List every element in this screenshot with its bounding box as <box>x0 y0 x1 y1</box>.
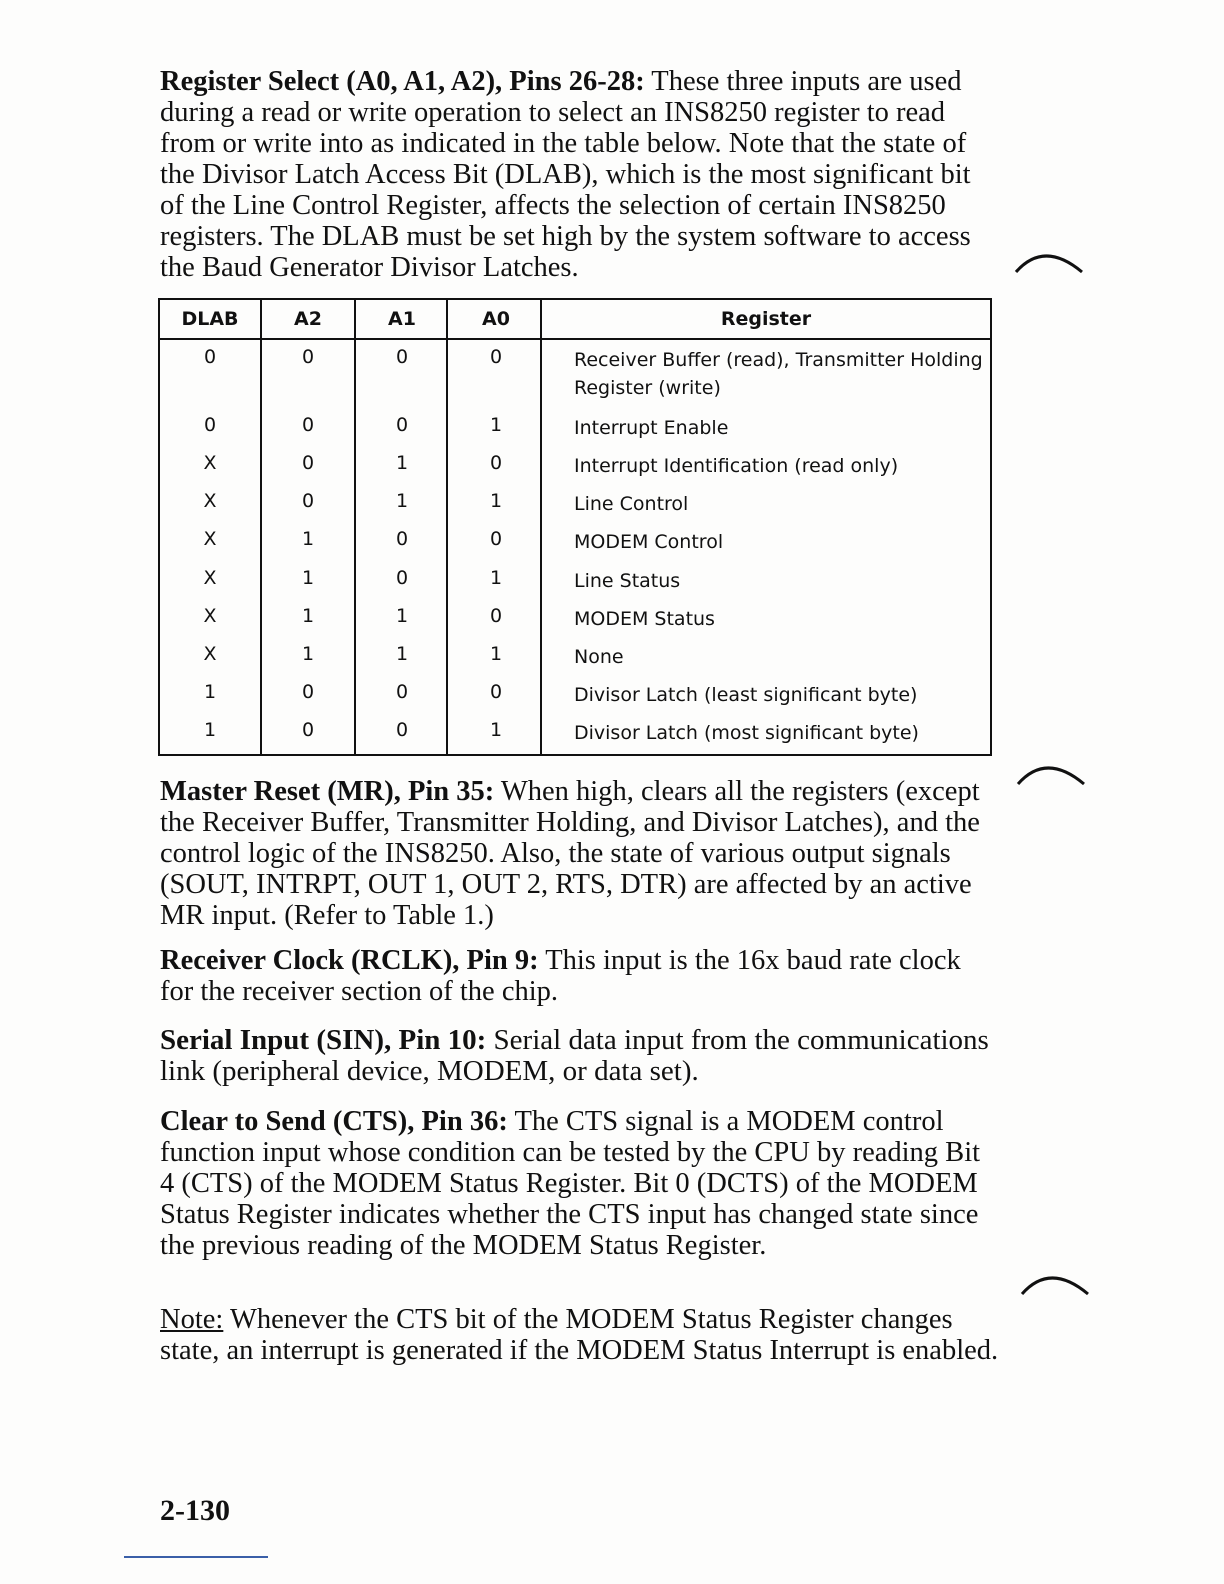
header-a1: A1 <box>388 308 416 330</box>
page-number: 2-130 <box>160 1494 230 1527</box>
header-dlab: DLAB <box>181 308 239 330</box>
note-text: Whenever the CTS bit of the MODEM Status Register changes state, an interrupt is generated if the MODEM Status Interrupt is enabled. <box>160 1304 999 1366</box>
serial-input-heading: Serial Input (SIN), Pin 10: <box>160 1024 487 1056</box>
cell-a0: 0 <box>489 681 503 703</box>
binder-tab-mark-icon <box>1014 246 1084 276</box>
table-row <box>160 605 990 643</box>
cell-dlab: 1 <box>203 719 217 741</box>
cell-a2: 0 <box>301 346 315 368</box>
cell-a0: 0 <box>489 346 503 368</box>
header-register: Register <box>720 308 812 330</box>
cell-a2: 0 <box>301 681 315 703</box>
register-select-text: These three inputs are used during a read or write operation to select an INS8250 register to read from or write into as indicated in the table below. Note that the state of the Divisor Latch Access Bit (DLAB), which is the most significant bit of the Line Control Register, affects the selection of certain INS8250 registers. The DLAB must be set high by the system software to access the Baud Generator Divisor Latches. <box>160 66 971 283</box>
cell-a1: 0 <box>395 719 409 741</box>
master-reset-text: When high, clears all the registers (except the Receiver Buffer, Transmitter Holding, and Divisor Latches), and the control logic of the INS8250. Also, the state of various output signals (SOUT, INTRPT, OUT 1, OUT 2, RTS, DTR) are affected by an active MR input. (Refer to Table 1.) <box>160 776 980 931</box>
table-header-divider <box>160 338 990 340</box>
table-row <box>160 567 990 605</box>
cell-dlab: X <box>203 528 217 550</box>
receiver-clock-paragraph <box>160 945 1000 1007</box>
cell-dlab: 0 <box>203 414 217 436</box>
cell-a0: 0 <box>489 452 503 474</box>
footer-rule <box>124 1556 268 1558</box>
cell-register: None <box>574 646 624 668</box>
register-select-heading: Register Select (A0, A1, A2), Pins 26-28: <box>160 66 645 97</box>
cell-register: Line Status <box>574 570 681 592</box>
table-row <box>160 681 990 719</box>
cell-register: Receiver Buffer (read), Transmitter Holding Register (write) <box>574 349 983 399</box>
cell-dlab: X <box>203 643 217 665</box>
table-row <box>160 414 990 452</box>
cell-dlab: X <box>203 452 217 474</box>
table-row <box>160 719 990 757</box>
cell-a0: 1 <box>489 414 503 436</box>
table-row <box>160 643 990 681</box>
cell-a1: 0 <box>395 567 409 589</box>
cell-register: Divisor Latch (least significant byte) <box>574 684 918 706</box>
cell-a1: 0 <box>395 346 409 368</box>
serial-input-text: Serial data input from the communications link (peripheral device, MODEM, or data set). <box>160 1024 989 1087</box>
cell-a1: 0 <box>395 414 409 436</box>
clear-to-send-paragraph <box>160 1106 1000 1261</box>
table-row <box>160 490 990 528</box>
cell-register: Line Control <box>574 493 689 515</box>
cell-a1: 1 <box>395 605 409 627</box>
cell-a0: 1 <box>489 490 503 512</box>
header-a0: A0 <box>482 308 510 330</box>
master-reset-heading: Master Reset (MR), Pin 35: <box>160 776 495 807</box>
cell-dlab: 0 <box>203 346 217 368</box>
cell-a0: 1 <box>489 643 503 665</box>
binder-tab-mark-icon <box>1016 758 1086 788</box>
header-a2: A2 <box>294 308 322 330</box>
cell-a2: 1 <box>301 643 315 665</box>
cell-dlab: X <box>203 567 217 589</box>
clear-to-send-heading: Clear to Send (CTS), Pin 36: <box>160 1106 508 1137</box>
serial-input-paragraph <box>160 1025 1000 1087</box>
cell-dlab: X <box>203 605 217 627</box>
cell-a1: 0 <box>395 681 409 703</box>
cell-register: MODEM Control <box>574 531 724 553</box>
cell-a1: 0 <box>395 528 409 550</box>
cell-register: MODEM Status <box>574 608 715 630</box>
cell-a2: 0 <box>301 490 315 512</box>
receiver-clock-heading: Receiver Clock (RCLK), Pin 9: <box>160 945 539 976</box>
master-reset-paragraph <box>160 776 1000 931</box>
cell-register: Interrupt Identification (read only) <box>574 455 899 477</box>
binder-tab-mark-icon <box>1020 1268 1090 1298</box>
cell-a1: 1 <box>395 452 409 474</box>
receiver-clock-text: This input is the 16x baud rate clock for the receiver section of the chip. <box>160 945 961 1007</box>
cell-a2: 1 <box>301 567 315 589</box>
cell-dlab: X <box>203 490 217 512</box>
cell-a0: 0 <box>489 528 503 550</box>
cell-a1: 1 <box>395 643 409 665</box>
register-select-table <box>158 298 992 756</box>
cell-a1: 1 <box>395 490 409 512</box>
table-row <box>160 452 990 490</box>
table-row <box>160 346 990 399</box>
clear-to-send-text: The CTS signal is a MODEM control function input whose condition can be tested by the CPU by reading Bit 4 (CTS) of the MODEM Status Register. Bit 0 (DCTS) of the MODEM Status Register indicates whether the CTS input has changed state since the previous reading of the MODEM Status Register. <box>160 1106 981 1261</box>
cell-register: Divisor Latch (most significant byte) <box>574 722 919 744</box>
cell-a2: 1 <box>301 605 315 627</box>
note-label: Note: <box>160 1304 224 1335</box>
cell-dlab: 1 <box>203 681 217 703</box>
cell-a2: 0 <box>301 719 315 741</box>
table-row <box>160 528 990 566</box>
register-select-paragraph <box>160 66 1000 283</box>
cell-a2: 0 <box>301 414 315 436</box>
cell-a0: 1 <box>489 567 503 589</box>
cell-a0: 0 <box>489 605 503 627</box>
cell-a2: 1 <box>301 528 315 550</box>
cell-register: Interrupt Enable <box>574 417 729 439</box>
cell-a2: 0 <box>301 452 315 474</box>
note-paragraph <box>160 1304 1000 1366</box>
cell-a0: 1 <box>489 719 503 741</box>
